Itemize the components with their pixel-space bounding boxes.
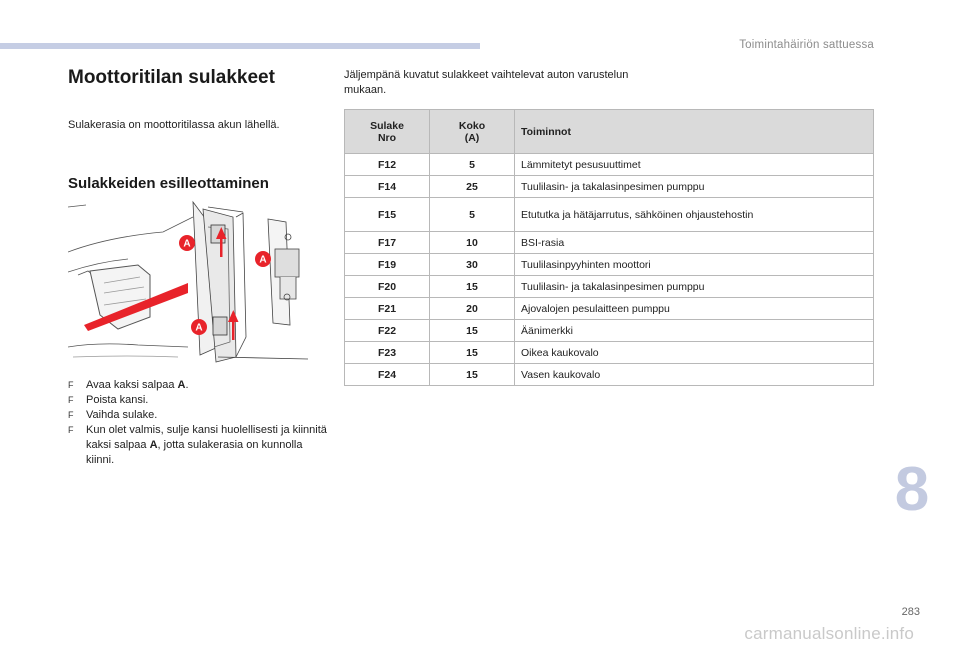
watermark: carmanualsonline.info: [744, 624, 914, 643]
header-functions: Toiminnot: [515, 110, 874, 154]
table-row: [345, 154, 874, 176]
fuse-number: F12: [345, 154, 430, 176]
page-title: Moottoritilan sulakkeet: [68, 67, 275, 88]
fuse-amps: 15: [430, 342, 515, 364]
instruction-steps: [68, 378, 330, 468]
step-item: F Poista kansi.: [68, 394, 149, 406]
fuse-amps: 10: [430, 232, 515, 254]
fuse-function: Vasen kaukovalo: [515, 364, 874, 386]
fuse-function: Etututka ja hätäjarrutus, sähköinen ohjaustehostin: [515, 198, 874, 232]
fuse-amps: 5: [430, 198, 515, 232]
fuse-function: Oikea kaukovalo: [515, 342, 874, 364]
table-row: [345, 342, 874, 364]
fuse-function: BSI-rasia: [515, 232, 874, 254]
page-number: 283: [901, 606, 920, 618]
fuse-amps: 15: [430, 276, 515, 298]
fuse-number: F14: [345, 176, 430, 198]
table-row: [345, 232, 874, 254]
fuse-table: [344, 109, 874, 386]
fuse-number: F15: [345, 198, 430, 232]
bullet-icon: F: [68, 395, 74, 405]
section-subtitle: Sulakkeiden esilleottaminen: [68, 175, 269, 192]
fuse-number: F24: [345, 364, 430, 386]
fuse-number: F21: [345, 298, 430, 320]
bullet-icon: F: [68, 380, 74, 390]
header-fuse-number: Sulake Nro: [345, 110, 430, 154]
fuse-number: F20: [345, 276, 430, 298]
step-item: F Kun olet valmis, sulje kansi huolellisesti ja kiinnitä kaksi salpaa A, jotta sulakerasia on kunnolla kiinni.: [68, 424, 327, 466]
fuse-amps: 30: [430, 254, 515, 276]
table-row: [345, 176, 874, 198]
chapter-number: 8: [894, 455, 930, 524]
fuse-function: Äänimerkki: [515, 320, 874, 342]
step-item: F Vaihda sulake.: [68, 409, 158, 421]
fuse-amps: 5: [430, 154, 515, 176]
callout-a-3: A: [195, 322, 203, 334]
fuse-number: F22: [345, 320, 430, 342]
bullet-icon: F: [68, 425, 74, 435]
callout-a-1: A: [183, 238, 191, 250]
table-row: [345, 254, 874, 276]
fuse-number: F17: [345, 232, 430, 254]
step-item: F Avaa kaksi salpaa A.: [68, 379, 189, 391]
table-row: [345, 364, 874, 386]
fuse-function: Tuulilasin- ja takalasinpesimen pumppu: [515, 176, 874, 198]
table-row: [345, 276, 874, 298]
section-header: Toimintahäiriön sattuessa: [739, 39, 874, 51]
fuse-number: F19: [345, 254, 430, 276]
table-header-row: [345, 110, 874, 154]
fuse-number: F23: [345, 342, 430, 364]
table-row: [345, 320, 874, 342]
callout-a-2: A: [259, 254, 267, 266]
header-accent-bar: [0, 43, 480, 49]
fuse-function: Tuulilasinpyyhinten moottori: [515, 254, 874, 276]
bullet-icon: F: [68, 410, 74, 420]
fuse-function: Lämmitetyt pesusuuttimet: [515, 154, 874, 176]
fuse-function: Ajovalojen pesulaitteen pumppu: [515, 298, 874, 320]
fuse-amps: 15: [430, 320, 515, 342]
table-note: Jäljempänä kuvatut sulakkeet vaihtelevat auton varustelun mukaan.: [344, 69, 629, 96]
fuse-amps: 20: [430, 298, 515, 320]
intro-text: Sulakerasia on moottoritilassa akun lähellä.: [68, 119, 280, 131]
fuse-amps: 25: [430, 176, 515, 198]
header-size: Koko (A): [430, 110, 515, 154]
fuse-amps: 15: [430, 364, 515, 386]
fuse-box-illustration: [68, 197, 314, 365]
table-row: [345, 198, 874, 232]
fuse-function: Tuulilasin- ja takalasinpesimen pumppu: [515, 276, 874, 298]
table-row: [345, 298, 874, 320]
